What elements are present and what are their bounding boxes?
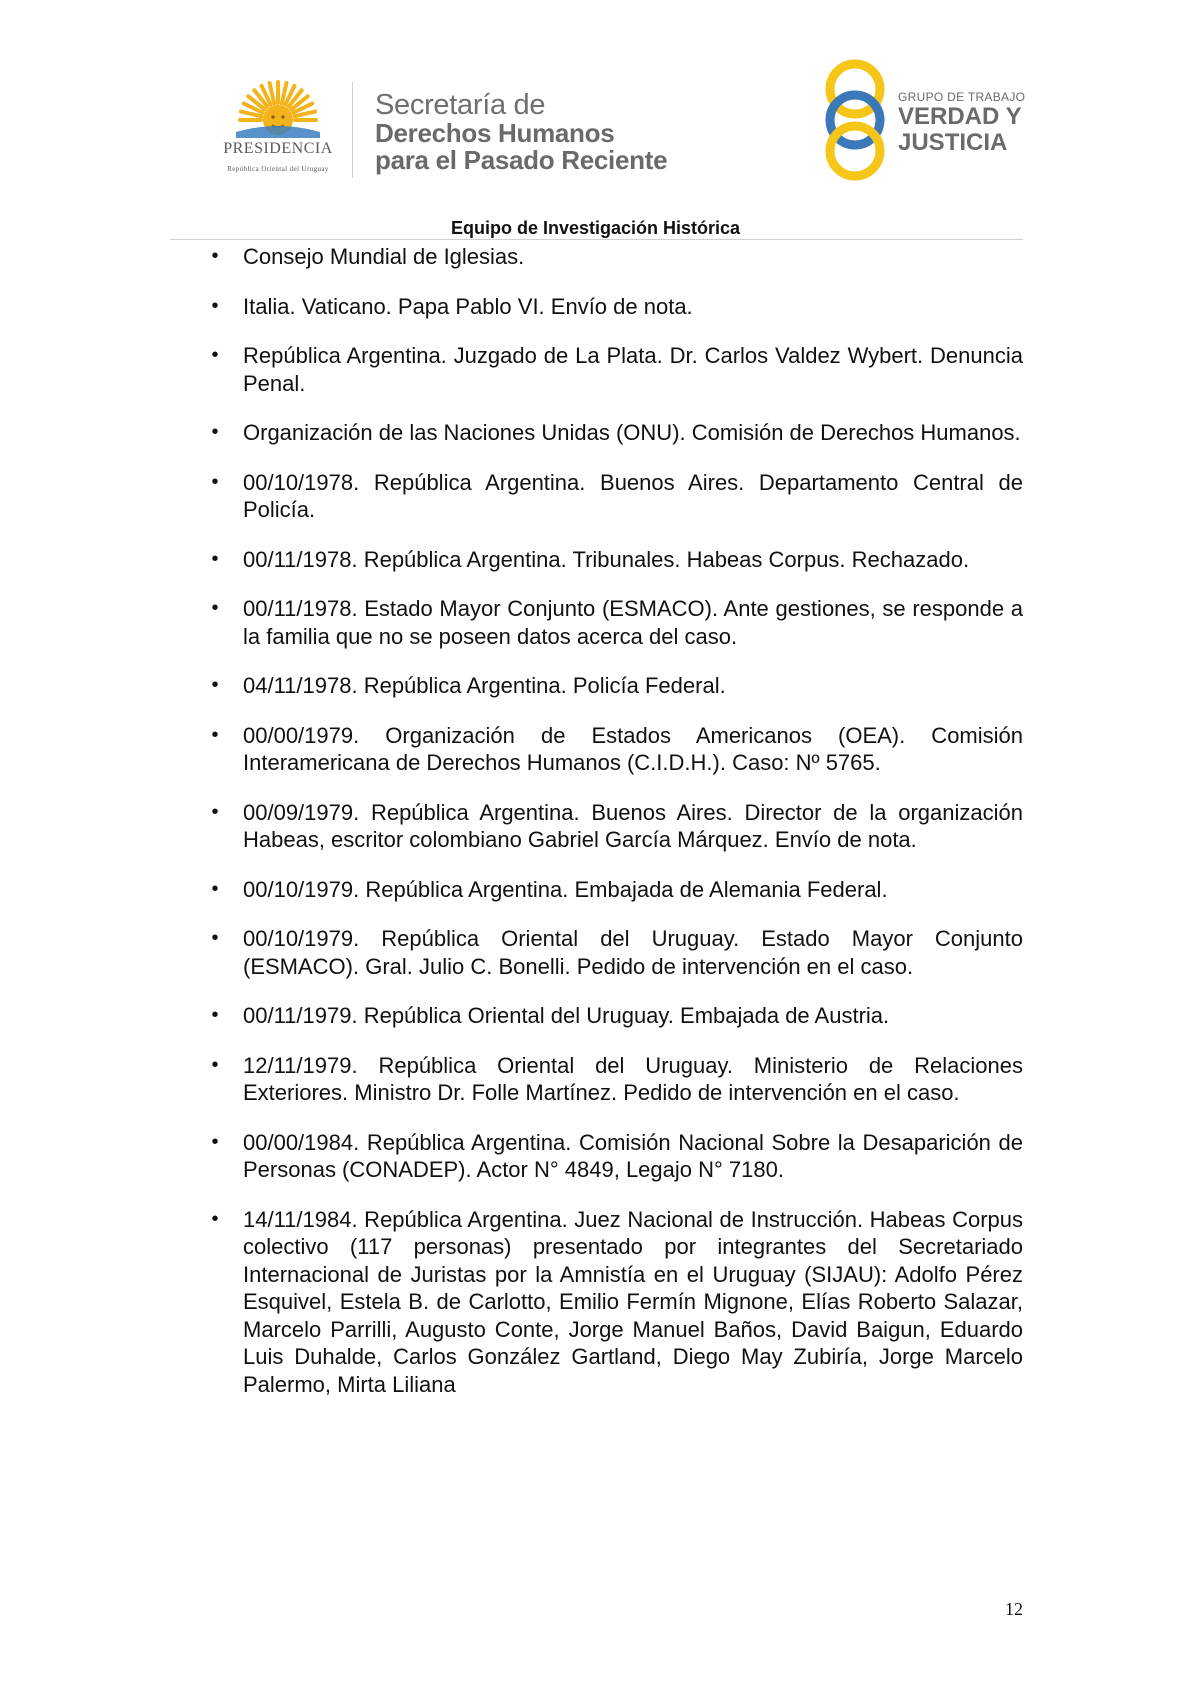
bullet-icon: • [211, 927, 219, 949]
bullet-list [200, 243, 1023, 1398]
logo-divider [352, 82, 353, 178]
bullet-icon: • [211, 344, 219, 366]
grupo-trabajo-logo-text [898, 90, 1025, 156]
bullet-icon: • [211, 877, 219, 900]
bullet-icon: • [211, 1004, 219, 1026]
list-item [200, 1002, 1023, 1030]
list-item-text: 12/11/1979. República Oriental del Uruguay. Ministerio de Relaciones Exteriores. Ministro Dr. Folle Martínez. Pedido de intervención en el caso. [243, 1052, 1023, 1105]
page-number: 12 [1005, 1599, 1023, 1619]
bullet-icon: • [211, 470, 219, 493]
list-item [200, 799, 1023, 854]
secretaria-line-3: para el Pasado Reciente [375, 145, 668, 175]
presidencia-subtitle: República Oriental del Uruguay [227, 165, 329, 173]
list-item-text: Organización de las Naciones Unidas (ONU). Comisión de Derechos Humanos. [243, 420, 1021, 445]
list-item [200, 722, 1023, 777]
list-item [200, 1129, 1023, 1184]
list-item-text: Italia. Vaticano. Papa Pablo VI. Envío de nota. [243, 293, 693, 319]
secretaria-line-2: Derechos Humanos [375, 118, 615, 148]
list-item [200, 546, 1023, 574]
bullet-icon: • [211, 1130, 219, 1153]
bullet-icon: • [211, 1053, 219, 1076]
team-title: Equipo de Investigación Histórica [450, 218, 741, 238]
bullet-icon: • [211, 723, 219, 746]
presidencia-logo [198, 80, 358, 180]
list-item-text: 00/00/1979. Organización de Estados Americanos (OEA). Comisión Interamericana de Derechos Humanos (C.I.D.H.). Caso: Nº 5765. [243, 722, 1023, 775]
bullet-icon: • [211, 547, 219, 570]
presidencia-name: PRESIDENCIA [223, 140, 333, 157]
list-item-text: 14/11/1984. República Argentina. Juez Nacional de Instrucción. Habeas Corpus colectivo (117 personas) presentado por integrantes del Secretariado Internacional de Juristas por la Amnistía en el Uruguay (SIJAU): Adolfo Pérez Esquivel, Estela B. de Carlotto, Emilio Fermín Mignone, Elías Roberto Salazar, Marcelo Parrilli, Augusto Conte, Jorge Manuel Baños, David Baigun, Eduardo Luis Duhalde, Carlos González Gartland, Diego May Zubiría, Jorge Marcelo Palermo, Mirta Liliana [243, 1206, 1023, 1397]
header-rule [170, 239, 1023, 240]
list-item [200, 672, 1023, 700]
list-item-text: 00/00/1984. República Argentina. Comisión Nacional Sobre la Desaparición de Personas (CONADEP). Actor N° 4849, Legajo N° 7180. [243, 1129, 1023, 1182]
list-item [200, 925, 1023, 980]
bullet-icon: • [211, 421, 219, 443]
list-item-text: República Argentina. Juzgado de La Plata. Dr. Carlos Valdez Wybert. Denuncia Penal. [243, 343, 1023, 396]
list-item-text: 00/11/1978. Estado Mayor Conjunto (ESMACO). Ante gestiones, se responde a la familia que no se poseen datos acerca del caso. [243, 596, 1023, 649]
secretaria-line-1: Secretaría de [375, 89, 546, 121]
list-item-text: 00/11/1979. República Oriental del Uruguay. Embajada de Austria. [243, 1003, 890, 1028]
grupo-line-3: JUSTICIA [898, 129, 1008, 156]
bullet-icon: • [211, 800, 219, 823]
list-item [200, 1052, 1023, 1107]
list-item [200, 876, 1023, 904]
list-item [200, 293, 1023, 321]
list-item [200, 595, 1023, 650]
document-body [200, 243, 1023, 1420]
list-item [200, 1206, 1023, 1399]
bullet-icon: • [211, 597, 219, 619]
grupo-line-1: GRUPO DE TRABAJO [898, 90, 1026, 104]
sun-emblem-icon [232, 80, 324, 138]
list-item-text: 00/09/1979. República Argentina. Buenos Aires. Director de la organización Habeas, escritor colombiano Gabriel García Márquez. Envío de nota. [243, 799, 1023, 852]
list-item-text: 04/11/1978. República Argentina. Policía Federal. [243, 673, 726, 698]
grupo-line-2: VERDAD Y [898, 103, 1022, 130]
list-item [200, 469, 1023, 524]
bullet-icon: • [211, 245, 219, 267]
list-item-text: 00/10/1978. República Argentina. Buenos Aires. Departamento Central de Policía. [243, 469, 1023, 522]
bullet-icon: • [211, 1207, 219, 1230]
bullet-icon: • [211, 674, 219, 696]
list-item [200, 419, 1023, 447]
secretaria-logo-text [375, 90, 667, 174]
bullet-icon: • [211, 294, 219, 317]
page-header [0, 0, 1191, 250]
list-item-text: Consejo Mundial de Iglesias. [243, 244, 525, 269]
list-item-text: 00/10/1979. República Argentina. Embajada de Alemania Federal. [243, 876, 888, 902]
linked-rings-icon [820, 55, 890, 185]
list-item [200, 342, 1023, 397]
list-item-text: 00/11/1978. República Argentina. Tribunales. Habeas Corpus. Rechazado. [243, 546, 970, 572]
list-item [200, 243, 1023, 271]
list-item-text: 00/10/1979. República Oriental del Uruguay. Estado Mayor Conjunto (ESMACO). Gral. Julio C. Bonelli. Pedido de intervención en el caso. [243, 926, 1023, 979]
